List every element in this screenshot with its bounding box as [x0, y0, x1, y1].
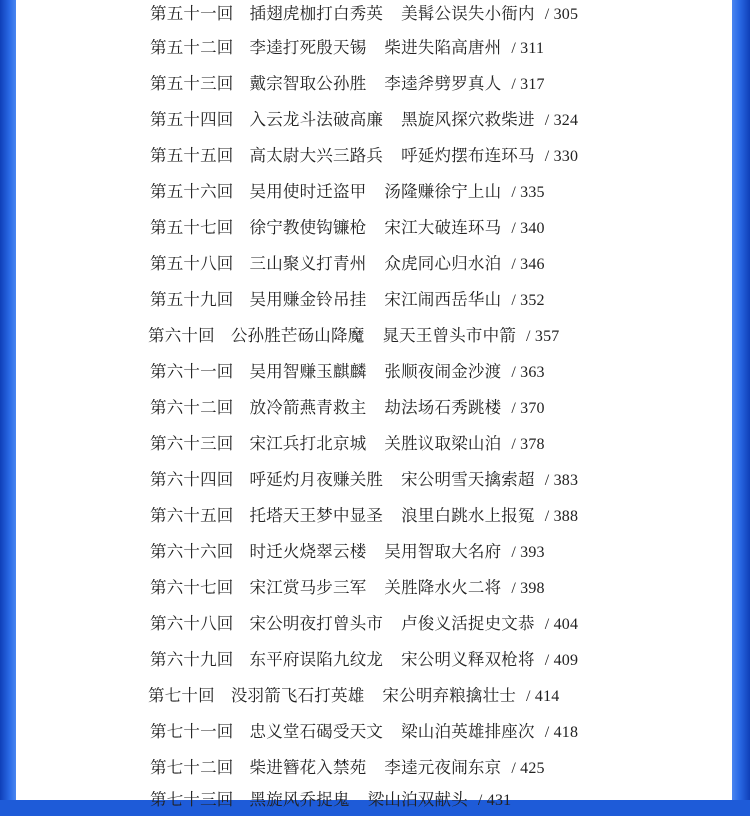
- page-number: / 414: [526, 688, 560, 705]
- chapter-title-second-line: 呼延灼摆布连环马: [401, 146, 535, 165]
- chapter-title-second-line: 关胜降水火二将: [384, 578, 502, 597]
- chapter-title-second-line: 汤隆赚徐宁上山: [384, 182, 502, 201]
- chapter-number: 第六十九回: [150, 650, 234, 669]
- toc-entry: [150, 429, 545, 459]
- chapter-title-first-line: 公孙胜芒砀山降魔: [230, 326, 365, 345]
- chapter-title-second-line: 浪里白跳水上报冤: [401, 506, 535, 525]
- chapter-title-second-line: 梁山泊英雄排座次: [401, 722, 535, 741]
- toc-entry: [150, 0, 578, 29]
- chapter-number: 第七十三回: [150, 790, 234, 809]
- toc-entry: [150, 213, 545, 243]
- chapter-title-first-line: 高太尉大兴三路兵: [249, 146, 384, 165]
- chapter-title-first-line: 李逵打死殷天锡: [249, 38, 367, 57]
- page-number: / 418: [544, 724, 579, 741]
- page-number: / 409: [544, 652, 579, 669]
- chapter-title-second-line: 关胜议取梁山泊: [384, 434, 502, 453]
- toc-entry: [150, 717, 578, 747]
- chapter-number: 第六十一回: [150, 362, 234, 381]
- chapter-number: 第五十九回: [150, 290, 234, 309]
- toc-entry: [150, 537, 545, 567]
- page-number: / 357: [526, 328, 560, 345]
- page-number: / 370: [511, 400, 545, 417]
- chapter-title-first-line: 宋江兵打北京城: [249, 434, 367, 453]
- chapter-title-first-line: 吴用使时迁盗甲: [249, 182, 367, 201]
- chapter-title-first-line: 时迁火烧翠云楼: [249, 542, 367, 561]
- chapter-number: 第六十八回: [150, 614, 234, 633]
- chapter-title-first-line: 戴宗智取公孙胜: [249, 74, 367, 93]
- book-page: [16, 0, 732, 809]
- toc-entry: [150, 105, 578, 135]
- chapter-title-first-line: 三山聚义打青州: [249, 254, 367, 273]
- chapter-title-second-line: 美髯公误失小衙内: [401, 4, 535, 23]
- chapter-title-second-line: 宋公明弃粮擒壮士: [382, 686, 517, 705]
- toc-entry: [148, 321, 559, 351]
- chapter-title-first-line: 呼延灼月夜赚关胜: [249, 470, 384, 489]
- left-page-edge: [0, 0, 16, 800]
- chapter-title-second-line: 梁山泊双献头: [367, 790, 468, 809]
- toc-entry: [150, 285, 545, 315]
- page-number: / 363: [511, 364, 545, 381]
- toc-entry: [150, 753, 545, 783]
- chapter-number: 第六十七回: [150, 578, 234, 597]
- chapter-number: 第七十一回: [150, 722, 234, 741]
- chapter-title-first-line: 宋公明夜打曾头市: [249, 614, 384, 633]
- chapter-number: 第六十二回: [150, 398, 234, 417]
- chapter-number: 第五十七回: [150, 218, 234, 237]
- chapter-number: 第六十回: [148, 326, 215, 345]
- page-number: / 378: [511, 436, 545, 453]
- page-number: / 335: [511, 184, 545, 201]
- toc-entry: [150, 609, 578, 639]
- chapter-title-first-line: 黑旋风乔捉鬼: [249, 790, 350, 809]
- page-number: / 346: [511, 256, 545, 273]
- chapter-title-second-line: 吴用智取大名府: [384, 542, 502, 561]
- chapter-title-first-line: 放冷箭燕青救主: [249, 398, 367, 417]
- chapter-number: 第五十五回: [150, 146, 234, 165]
- chapter-title-second-line: 宋公明雪天擒索超: [401, 470, 535, 489]
- page-number: / 431: [477, 792, 512, 809]
- chapter-title-second-line: 李逵斧劈罗真人: [384, 74, 502, 93]
- page-number: / 425: [511, 760, 545, 777]
- toc-entry: [150, 33, 544, 63]
- toc-entry: [150, 501, 578, 531]
- chapter-number: 第五十八回: [150, 254, 234, 273]
- page-number: / 404: [544, 616, 579, 633]
- chapter-number: 第七十二回: [150, 758, 234, 777]
- toc-entry: [150, 645, 578, 675]
- page-number: / 305: [544, 6, 579, 23]
- chapter-title-first-line: 宋江赏马步三军: [249, 578, 367, 597]
- chapter-title-first-line: 吴用智赚玉麒麟: [249, 362, 367, 381]
- chapter-title-second-line: 黑旋风探穴救柴进: [401, 110, 535, 129]
- chapter-title-second-line: 宋公明义释双枪将: [401, 650, 535, 669]
- page-number: / 330: [544, 148, 579, 165]
- chapter-title-second-line: 张顺夜闹金沙渡: [384, 362, 502, 381]
- chapter-number: 第六十六回: [150, 542, 234, 561]
- chapter-title-second-line: 李逵元夜闹东京: [384, 758, 502, 777]
- chapter-title-first-line: 忠义堂石碣受天文: [249, 722, 384, 741]
- chapter-title-first-line: 插翅虎枷打白秀英: [249, 4, 384, 23]
- toc-entry: [150, 393, 545, 423]
- chapter-number: 第五十一回: [150, 4, 234, 23]
- chapter-title-second-line: 晁天王曾头市中箭: [382, 326, 517, 345]
- chapter-title-first-line: 吴用赚金铃吊挂: [249, 290, 367, 309]
- chapter-title-first-line: 入云龙斗法破高廉: [249, 110, 384, 129]
- toc-entry: [150, 465, 578, 495]
- chapter-title-first-line: 托塔天王梦中显圣: [249, 506, 384, 525]
- page-number: / 324: [544, 112, 579, 129]
- chapter-number: 第六十五回: [150, 506, 234, 525]
- chapter-number: 第五十三回: [150, 74, 234, 93]
- toc-entry: [150, 573, 545, 603]
- toc-entry: [150, 141, 578, 171]
- toc-entry: [150, 177, 545, 207]
- chapter-title-second-line: 宋江闹西岳华山: [384, 290, 502, 309]
- chapter-number: 第五十四回: [150, 110, 234, 129]
- chapter-title-first-line: 东平府误陷九纹龙: [249, 650, 384, 669]
- toc-entry: [150, 357, 545, 387]
- chapter-title-second-line: 柴进失陷高唐州: [384, 38, 502, 57]
- page-number: / 393: [511, 544, 545, 561]
- page-number: / 388: [544, 508, 579, 525]
- page-number: / 398: [511, 580, 545, 597]
- chapter-number: 第五十二回: [150, 38, 234, 57]
- chapter-title-first-line: 柴进簪花入禁苑: [249, 758, 367, 777]
- page-number: / 340: [511, 220, 545, 237]
- page-number: / 383: [544, 472, 579, 489]
- page-number: / 311: [511, 40, 545, 57]
- chapter-title-first-line: 徐宁教使钩镰枪: [249, 218, 367, 237]
- toc-entry: [150, 69, 545, 99]
- page-number: / 352: [511, 292, 545, 309]
- toc-entry: [150, 785, 511, 815]
- chapter-title-second-line: 众虎同心归水泊: [384, 254, 502, 273]
- chapter-title-second-line: 劫法场石秀跳楼: [384, 398, 502, 417]
- chapter-number: 第七十回: [148, 686, 215, 705]
- toc-entry: [148, 681, 559, 711]
- toc-entry: [150, 249, 545, 279]
- chapter-number: 第六十四回: [150, 470, 234, 489]
- chapter-title-second-line: 卢俊义活捉史文恭: [401, 614, 535, 633]
- chapter-number: 第五十六回: [150, 182, 234, 201]
- chapter-number: 第六十三回: [150, 434, 234, 453]
- page-number: / 317: [511, 76, 545, 93]
- right-page-edge: [732, 0, 750, 800]
- chapter-title-first-line: 没羽箭飞石打英雄: [230, 686, 365, 705]
- chapter-title-second-line: 宋江大破连环马: [384, 218, 502, 237]
